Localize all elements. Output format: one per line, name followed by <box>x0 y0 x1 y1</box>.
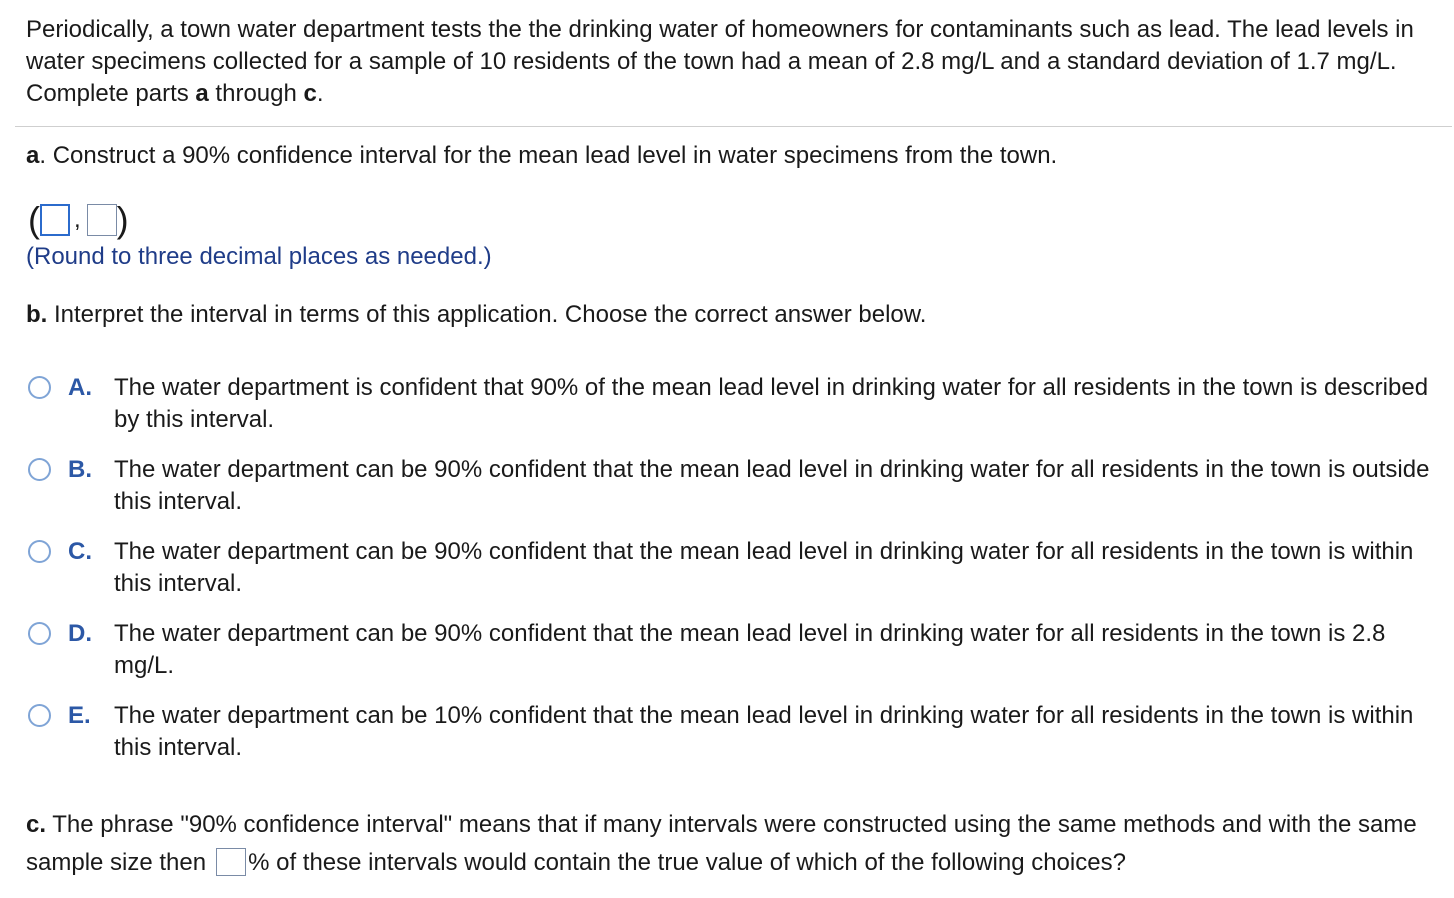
radio-button-d[interactable] <box>28 622 51 645</box>
problem-intro-part-a: a <box>195 80 209 107</box>
upper-bound-input[interactable] <box>87 204 117 236</box>
choice-letter-e: E. <box>68 702 91 729</box>
close-paren: ) <box>116 199 129 240</box>
rounding-hint: (Round to three decimal places as needed.) <box>26 243 492 270</box>
problem-intro-through: through <box>208 80 304 107</box>
part-b-question <box>26 299 926 331</box>
choice-b[interactable] <box>26 454 1436 524</box>
radio-button-c[interactable] <box>28 540 51 563</box>
part-c-label: c. <box>26 811 47 838</box>
part-a-label: a <box>26 142 40 169</box>
open-paren: ( <box>28 199 40 240</box>
radio-button-e[interactable] <box>28 704 51 727</box>
problem-intro-part-c: c <box>303 80 317 107</box>
part-a-question <box>26 140 1057 172</box>
choice-c[interactable] <box>26 536 1436 606</box>
lower-bound-input[interactable] <box>40 204 70 236</box>
choice-text-a[interactable]: The water department is confident that 90% of the mean lead level in drinking water for all residents in the town is described by this interval. <box>114 374 1429 433</box>
interval-separator: , <box>74 206 81 233</box>
choice-letter-a: A. <box>68 374 92 401</box>
problem-statement <box>26 14 1436 110</box>
problem-intro-end: . <box>316 80 324 107</box>
confidence-interval-input <box>28 200 129 240</box>
choice-e[interactable] <box>26 700 1436 770</box>
part-c-question <box>26 806 1441 882</box>
choice-text-c[interactable]: The water department can be 90% confident that the mean lead level in drinking water for all residents in the town is within this interval. <box>114 538 1414 597</box>
problem-intro-text: Periodically, a town water department tests the the drinking water of homeowners for contaminants such as lead. The lead levels in water specimens collected for a sample of 10 residents of the town had a mean of 2.8 mg/L and a standard deviation of 1.7 mg/L. Complete parts <box>26 16 1414 107</box>
choice-d[interactable] <box>26 618 1436 688</box>
radio-button-b[interactable] <box>28 458 51 481</box>
choice-text-e[interactable]: The water department can be 10% confident that the mean lead level in drinking water for all residents in the town is within this interval. <box>114 702 1414 761</box>
part-c-text-before: The phrase "90% confidence interval" means that if many intervals were constructed using the same methods and with the same sample size then <box>26 811 1417 876</box>
part-a-text: . Construct a 90% confidence interval for the mean lead level in water specimens from the town. <box>39 142 1058 169</box>
choice-a[interactable] <box>26 372 1436 442</box>
choice-letter-c: C. <box>68 538 92 565</box>
choice-text-b[interactable]: The water department can be 90% confident that the mean lead level in drinking water for all residents in the town is outside this interval. <box>114 456 1430 515</box>
section-divider <box>15 126 1452 127</box>
part-b-label: b. <box>26 301 48 328</box>
radio-button-a[interactable] <box>28 376 51 399</box>
part-c-text-after: % of these intervals would contain the true value of which of the following choices? <box>248 849 1126 876</box>
choice-text-d[interactable]: The water department can be 90% confident that the mean lead level in drinking water for all residents in the town is 2.8 mg/L. <box>114 620 1386 679</box>
choice-letter-b: B. <box>68 456 92 483</box>
percent-input[interactable] <box>216 848 246 876</box>
choice-letter-d: D. <box>68 620 92 647</box>
part-b-text: Interpret the interval in terms of this application. Choose the correct answer below. <box>47 301 927 328</box>
